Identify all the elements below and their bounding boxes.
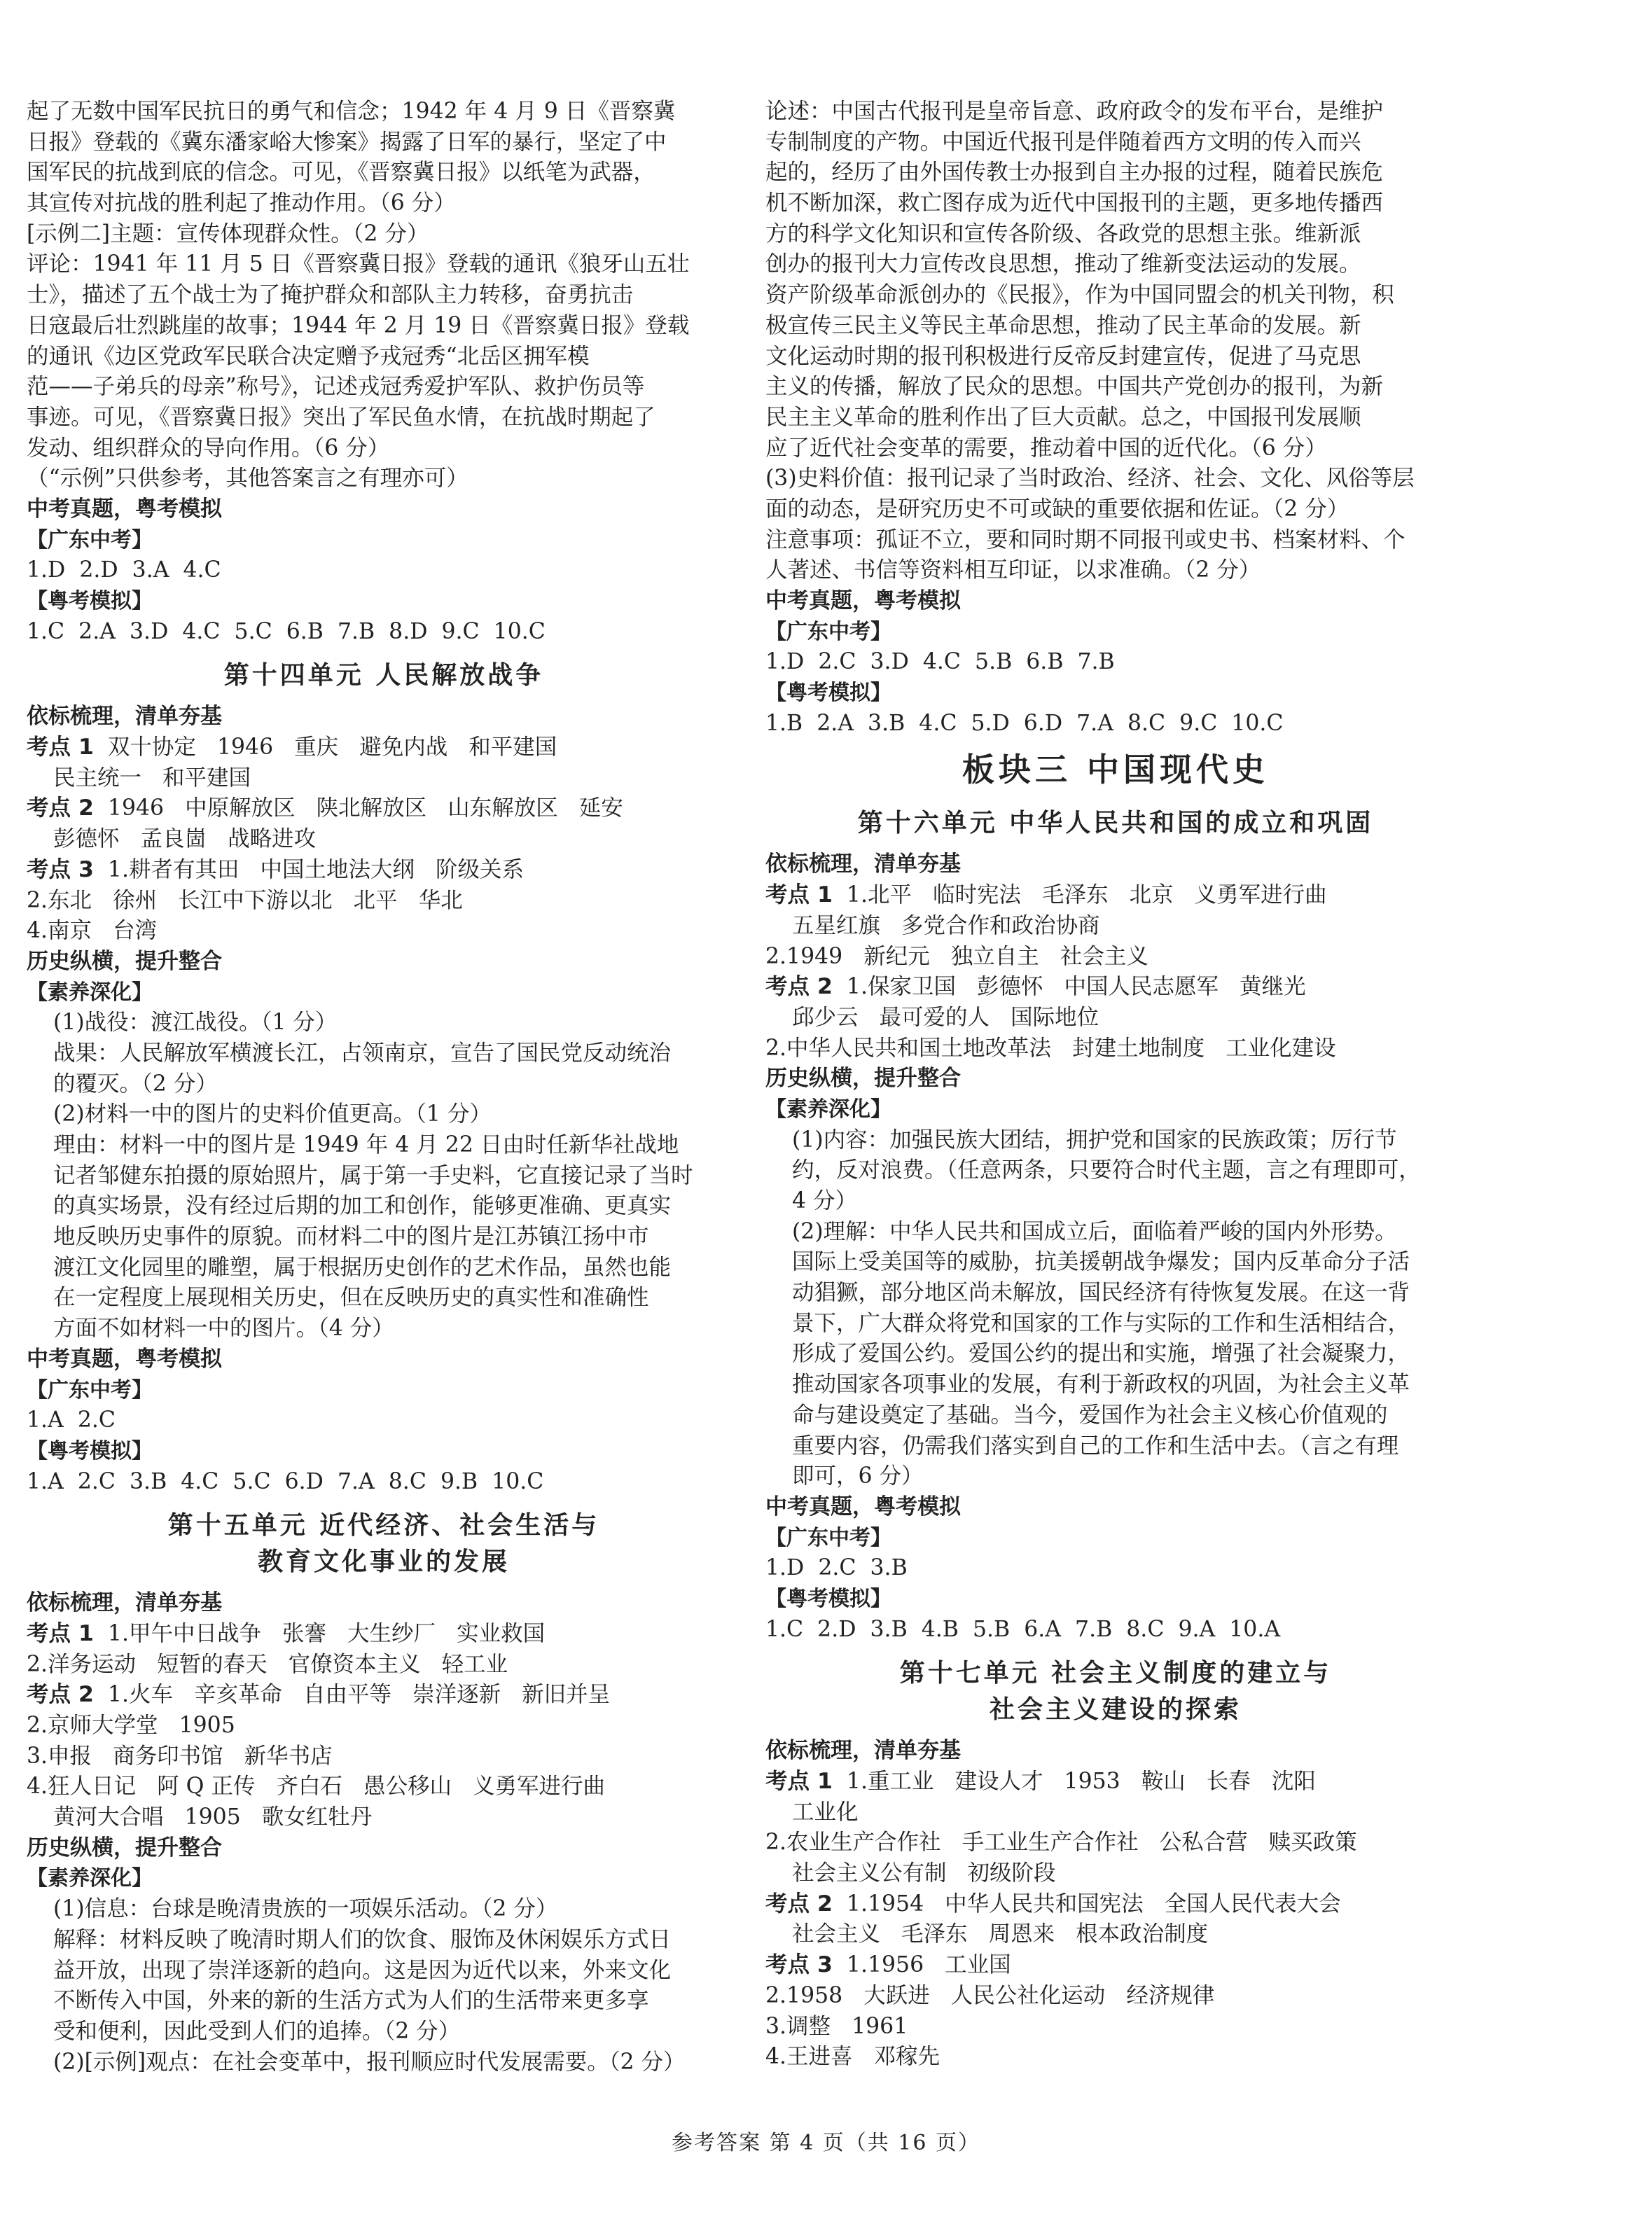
text-line: (1)信息：台球是晚清贵族的一项娱乐活动。（2 分） [53, 1896, 558, 1922]
text-line: 的覆灭。（2 分） [53, 1071, 218, 1097]
text-line: 4.南京 台湾 [27, 918, 158, 944]
text-line: 理由：材料一中的图片是 1949 年 4 月 22 日由时任新华社战地 [53, 1132, 679, 1157]
kaodian-label: 考点 3 [27, 856, 94, 882]
text-line: 推动国家各项事业的发展，有利于新政权的巩固，为社会主义革 [792, 1372, 1410, 1398]
section-heading: 历史纵横，提升整合 [27, 1835, 222, 1860]
kaodian-line [765, 972, 1466, 1003]
kaodian-content: 1.北平 临时宪法 毛泽东 北京 义勇军进行曲 [832, 882, 1327, 908]
text-line: 注意事项：孤证不立，要和同时期不同报刊或史书、档案材料、个 [765, 527, 1405, 552]
text-line: 益开放，出现了崇洋逐新的趋向。这是因为近代以来，外来文化 [53, 1957, 672, 1983]
kaodian-label: 考点 1 [27, 735, 94, 760]
text-line: 地反映历史事件的原貌。而材料二中的图片是江苏镇江扬中市 [53, 1224, 649, 1250]
text-line: 日报》登载的《冀东潘家峪大惨案》揭露了日军的暴行，坚定了中 [27, 129, 667, 155]
answer-line: 1.C 2.A 3.D 4.C 5.C 6.B 7.B 8.D 9.C 10.C [27, 618, 546, 644]
text-line: 资产阶级革命派创办的《民报》，作为中国同盟会的机关刊物，积 [765, 282, 1394, 308]
text-line: 创办的报刊大力宣传改良思想，推动了维新变法运动的发展。 [765, 251, 1361, 277]
text-line: 在一定程度上展现相关历史，但在反映历史的真实性和准确性 [53, 1285, 649, 1311]
answer-line: 1.A 2.C 3.B 4.C 5.C 6.D 7.A 8.C 9.B 10.C [27, 1468, 544, 1494]
kaodian-content: 1.重工业 建设人才 1953 鞍山 长春 沈阳 [832, 1769, 1316, 1794]
text-line: 人著述、书信等资料相互印证，以求准确。（2 分） [765, 557, 1261, 583]
text-line: 受和便利，因此受到人们的追捧。（2 分） [53, 2018, 461, 2044]
answer-line: 1.B 2.A 3.B 4.C 5.D 6.D 7.A 8.C 9.C 10.C [765, 710, 1284, 736]
text-line: 面的动态，是研究历史不可或缺的重要依据和佐证。（2 分） [765, 496, 1349, 522]
section-heading: 历史纵横，提升整合 [765, 1066, 961, 1092]
kaodian-label: 考点 2 [27, 1682, 94, 1708]
section-tag: 【素养深化】 [27, 1866, 153, 1891]
text-line: 3.申报 商务印书馆 新华书店 [27, 1743, 333, 1769]
text-line: 国军民的抗战到底的信念。可见，《晋察冀日报》以纸笔为武器， [27, 160, 655, 186]
text-line: 2.1949 新纪元 独立自主 社会主义 [765, 943, 1148, 969]
section-heading: 中考真题，粤考模拟 [27, 496, 222, 522]
text-line: 专制制度的产物。中国近代报刊是伴随着西方文明的传入而兴 [765, 129, 1361, 155]
section-tag: 【广东中考】 [27, 1377, 153, 1403]
text-line: 方的科学文化知识和宣传各阶级、各政党的思想主张。维新派 [765, 221, 1361, 246]
section-heading: 历史纵横，提升整合 [27, 948, 222, 974]
text-line: 起的，经历了由外国传教士办报到自主办报的过程，随着民族危 [765, 160, 1384, 186]
text-line: 主义的传播，解放了民众的思想。中国共产党创办的报刊，为新 [765, 374, 1384, 400]
kaodian-label: 考点 2 [27, 795, 94, 821]
answer-line: 1.C 2.D 3.B 4.B 5.B 6.A 7.B 8.C 9.A 10.A [765, 1616, 1281, 1642]
text-line: 即可，6 分） [792, 1463, 924, 1489]
text-line: 民主主义革命的胜利作出了巨大贡献。总之，中国报刊发展顺 [765, 404, 1361, 430]
text-line: 2.洋务运动 短暂的春天 官僚资本主义 轻工业 [27, 1651, 508, 1677]
text-line: 方面不如材料一中的图片。（4 分） [53, 1316, 394, 1342]
text-line: 起了无数中国军民抗日的勇气和信念；1942 年 4 月 9 日《晋察冀 [27, 99, 676, 124]
text-line: 命与建设奠定了基础。当今，爱国作为社会主义核心价值观的 [792, 1402, 1388, 1428]
text-line: 4.王进喜 邓稼先 [765, 2044, 940, 2070]
text-line: 评论：1941 年 11 月 5 日《晋察冀日报》登载的通讯《狼牙山五壮 [27, 251, 690, 277]
section-heading: 依标梳理，清单夯基 [765, 851, 961, 877]
text-line: 社会主义 毛泽东 周恩来 根本政治制度 [792, 1921, 1209, 1947]
text-line: 约，反对浪费。（任意两条，只要符合时代主题，言之有理即可， [792, 1157, 1421, 1183]
kaodian-line [765, 880, 1466, 911]
kaodian-content: 1946 中原解放区 陕北解放区 山东解放区 延安 [93, 795, 623, 821]
text-line: (2)[示例]观点：在社会变革中，报刊顺应时代发展需要。（2 分） [53, 2049, 686, 2075]
kaodian-content: 1.保家卫国 彭德怀 中国人民志愿军 黄继光 [832, 974, 1306, 1000]
text-line: 极宣传三民主义等民主革命思想，推动了民主革命的发展。新 [765, 312, 1361, 338]
text-line: 文化运动时期的报刊积极进行反帝反封建宣传，促进了马克思 [765, 343, 1361, 369]
section-tag: 【粤考模拟】 [765, 1586, 891, 1611]
kaodian-line [27, 855, 741, 886]
answer-line: 1.D 2.C 3.B [765, 1555, 908, 1581]
text-line: 形成了爱国公约。爱国公约的提出和实施，增强了社会凝聚力， [792, 1341, 1410, 1367]
kaodian-line [27, 1619, 741, 1650]
text-line: 的通讯《边区党政军民联合决定赠予戎冠秀“北岳区拥军模 [27, 343, 590, 369]
text-line: 其宣传对抗战的胜利起了推动作用。（6 分） [27, 190, 456, 216]
text-line: 记者邹健东拍摄的原始照片，属于第一手史料，它直接记录了当时 [53, 1162, 693, 1188]
text-line: (2)材料一中的图片的史料价值更高。（1 分） [53, 1101, 492, 1127]
text-line: 范——子弟兵的母亲”称号》，记述戎冠秀爱护军队、救护伤员等 [27, 374, 645, 400]
text-line: 重要内容，仍需我们落实到自己的工作和生活中去。（言之有理 [792, 1433, 1399, 1459]
text-line: (1)战役：渡江战役。（1 分） [53, 1010, 338, 1036]
kaodian-line [765, 1950, 1466, 1981]
text-line: 发动、组织群众的导向作用。（6 分） [27, 435, 390, 461]
text-line: 应了近代社会变革的需要，推动着中国的近代化。（6 分） [765, 435, 1327, 461]
section-tag: 【广东中考】 [27, 527, 153, 552]
section-heading: 中考真题，粤考模拟 [765, 1494, 961, 1519]
text-line: 士》，描述了五个战士为了掩护群众和部队主力转移，奋勇抗击 [27, 282, 634, 308]
kaodian-label: 考点 3 [765, 1952, 833, 1978]
text-line: 不断传入中国，外来的新的生活方式为人们的生活带来更多享 [53, 1988, 649, 2014]
text-line: (1)内容：加强民族大团结，拥护党和国家的民族政策；厉行节 [792, 1127, 1397, 1153]
text-line: 3.调整 1961 [765, 2013, 908, 2039]
section-tag: 【广东中考】 [765, 1525, 891, 1550]
answer-line: 1.D 2.C 3.D 4.C 5.B 6.B 7.B [765, 649, 1115, 675]
text-line: 日寇最后壮烈跳崖的故事；1944 年 2 月 19 日《晋察冀日报》登载 [27, 312, 690, 338]
text-line: 彭德怀 孟良崮 战略进攻 [53, 826, 317, 852]
text-line: 事迹。可见，《晋察冀日报》突出了军民鱼水情，在抗战时期起了 [27, 404, 655, 430]
answer-line: 1.A 2.C [27, 1407, 116, 1433]
kaodian-line [27, 793, 741, 824]
kaodian-content: 1.1954 中华人民共和国宪法 全国人民代表大会 [832, 1891, 1341, 1917]
text-line: 2.京师大学堂 1905 [27, 1713, 235, 1738]
right-column [765, 97, 1466, 2073]
text-line: 论述：中国古代报刊是皇帝旨意、政府政令的发布平台，是维护 [765, 99, 1384, 124]
unit-title: 社会主义建设的探索 [989, 1695, 1242, 1725]
text-line: 工业化 [792, 1799, 859, 1825]
text-line: 2.中华人民共和国土地改革法 封建土地制度 工业化建设 [765, 1035, 1336, 1061]
text-line: 社会主义公有制 初级阶段 [792, 1860, 1056, 1886]
kaodian-content: 1.1956 工业国 [832, 1952, 1011, 1978]
text-line: 渡江文化园里的雕塑，属于根据历史创作的艺术作品，虽然也能 [53, 1254, 672, 1280]
text-line: 机不断加深，救亡图存成为近代中国报刊的主题，更多地传播西 [765, 190, 1384, 216]
kaodian-label: 考点 1 [765, 882, 833, 908]
kaodian-content: 1.火车 辛亥革命 自由平等 崇洋逐新 新旧并呈 [93, 1682, 611, 1708]
text-line: 2.1958 大跃进 人民公社化运动 经济规律 [765, 1982, 1215, 2008]
page-footer: 参考答案 第 4 页（共 16 页） [672, 2131, 980, 2155]
text-line: 国际上受美国等的威胁，抗美援朝战争爆发；国内反革命分子活 [792, 1249, 1410, 1275]
kaodian-content: 双十协定 1946 重庆 避免内战 和平建国 [93, 735, 557, 760]
section-heading: 依标梳理，清单夯基 [27, 704, 222, 730]
kaodian-content: 1.耕者有其田 中国土地法大纲 阶级关系 [93, 856, 525, 882]
left-column [27, 97, 741, 2078]
text-line: 4 分） [792, 1188, 858, 1213]
section-tag: 【广东中考】 [765, 619, 891, 644]
answer-line: 1.D 2.D 3.A 4.C [27, 557, 221, 583]
text-line: (3)史料价值：报刊记录了当时政治、经济、社会、文化、风俗等层 [765, 466, 1415, 492]
text-line: 2.东北 徐州 长江中下游以北 北平 华北 [27, 887, 463, 913]
unit-title: 第十六单元 中华人民共和国的成立和巩固 [857, 808, 1374, 838]
kaodian-line [27, 1680, 741, 1711]
kaodian-line [765, 1889, 1466, 1920]
text-line: 的真实场景，没有经过后期的加工和创作，能够更准确、更真实 [53, 1193, 672, 1219]
section-heading: 中考真题，粤考模拟 [27, 1346, 222, 1372]
kaodian-line [765, 1767, 1466, 1797]
text-line: 景下，广大群众将党和国家的工作与实际的工作和生活相结合， [792, 1310, 1410, 1336]
text-line: 动猖獗，部分地区尚未解放，国民经济有待恢复发展。在这一背 [792, 1280, 1410, 1306]
text-line: 邱少云 最可爱的人 国际地位 [792, 1004, 1099, 1030]
section-tag: 【素养深化】 [27, 980, 153, 1005]
kaodian-line [27, 732, 741, 763]
section-tag: 【粤考模拟】 [765, 681, 891, 706]
text-line: 战果：人民解放军横渡长江，占领南京，宣告了国民党反动统治 [53, 1040, 672, 1066]
unit-title: 第十四单元 人民解放战争 [223, 660, 544, 690]
section-heading: 依标梳理，清单夯基 [765, 1738, 961, 1764]
text-line: [示例二]主题：宣传体现群众性。（2 分） [27, 221, 429, 246]
section-tag: 【粤考模拟】 [27, 1438, 153, 1463]
kaodian-label: 考点 1 [765, 1769, 833, 1794]
section-heading: 依标梳理，清单夯基 [27, 1590, 222, 1616]
text-line: 2.农业生产合作社 手工业生产合作社 公私合营 赎买政策 [765, 1830, 1357, 1856]
kaodian-label: 考点 2 [765, 1891, 833, 1917]
block-title: 板块三 中国现代史 [962, 751, 1269, 789]
section-heading: 中考真题，粤考模拟 [765, 588, 961, 613]
unit-title: 第十五单元 近代经济、社会生活与 [167, 1510, 600, 1540]
section-tag: 【素养深化】 [765, 1097, 891, 1122]
text-line: 民主统一 和平建国 [53, 765, 251, 791]
text-line: 黄河大合唱 1905 歌女红牡丹 [53, 1804, 373, 1830]
text-line: (2)理解：中华人民共和国成立后，面临着严峻的国内外形势。 [792, 1218, 1397, 1244]
text-line: 五星红旗 多党合作和政治协商 [792, 912, 1100, 938]
text-line: （“示例”只供参考，其他答案言之有理亦可） [27, 466, 468, 492]
kaodian-label: 考点 2 [765, 974, 833, 1000]
text-line: 4.狂人日记 阿 Q 正传 齐白石 愚公移山 义勇军进行曲 [27, 1774, 606, 1800]
unit-title: 第十七单元 社会主义制度的建立与 [899, 1658, 1332, 1688]
kaodian-label: 考点 1 [27, 1620, 94, 1646]
kaodian-content: 1.甲午中日战争 张謇 大生纱厂 实业救国 [93, 1620, 546, 1646]
text-line: 解释：材料反映了晚清时期人们的饮食、服饰及休闲娱乐方式日 [53, 1926, 672, 1952]
section-tag: 【粤考模拟】 [27, 589, 153, 613]
unit-title: 教育文化事业的发展 [257, 1547, 510, 1577]
